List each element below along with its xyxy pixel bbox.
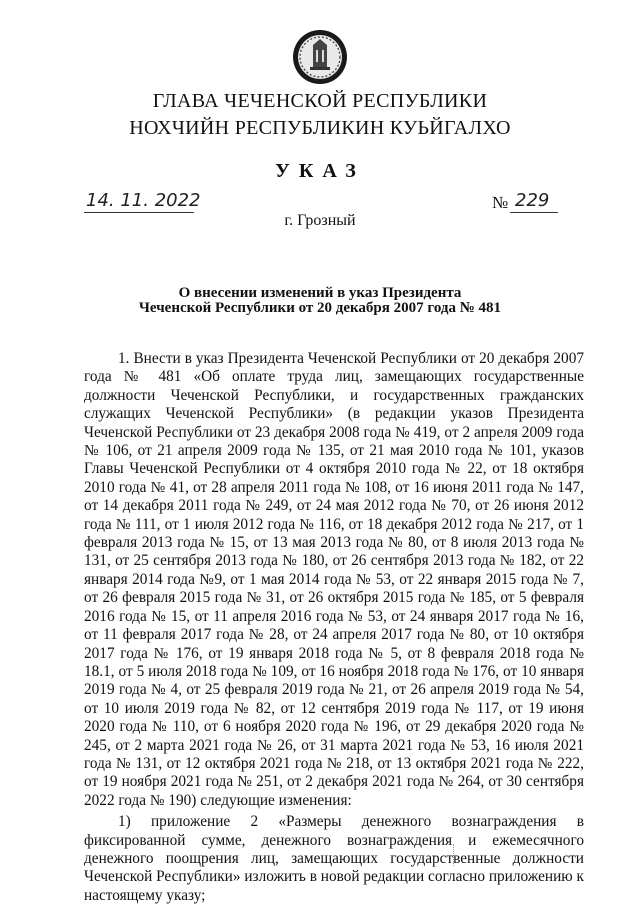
scan-mark xyxy=(453,844,455,866)
decree-number: 229 xyxy=(515,190,550,211)
city: г. Грозный xyxy=(284,212,356,229)
decree-subject xyxy=(0,286,640,316)
decree-date: 14. 11. 2022 xyxy=(86,190,201,211)
decree-body xyxy=(84,350,584,905)
coat-of-arms-icon xyxy=(291,28,349,86)
subject-line-1: О внесении изменений в указ Президента xyxy=(178,285,462,301)
number-label: № xyxy=(492,193,509,212)
subject-line-2: Чеченской Республики от 20 декабря 2007 года № 481 xyxy=(138,300,502,316)
issuer-title-chechen: НОХЧИЙН РЕСПУБЛИКИН КУЬЙГАЛХО xyxy=(129,117,511,139)
issuer-title: ГЛАВА ЧЕЧЕНСКОЙ РЕСПУБЛИКИ xyxy=(152,90,488,112)
paragraph-1: 1. Внести в указ Президента Чеченской Республики от 20 декабря 2007 года № 481 «Об оплате труда лиц, замещающих государственные должности Чеченской Республики, и государственных гражданских служащих Чеченской Республики» (в редакции указов Президента Чеченской Республики от 23 декабря 2008 года № 419, от 2 апреля 2009 года № 106, от 21 апреля 2009 года № 135, от 21 мая 2010 года № 101, указов Главы Чеченской Республики от 4 октября 2010 года № 22, от 18 октября 2010 года № 41, от 28 апреля 2011 года № 108, от 16 июня 2011 года № 147, от 14 декабря 2011 года № 249, от 24 мая 2012 года № 70, от 26 июня 2012 года № 111, от 1 июля 2012 года № 116, от 18 декабря 2012 года № 217, от 1 февраля 2013 года № 15, от 13 мая 2013 года № 80, от 8 июля 2013 года № 131, от 25 сентября 2013 года № 180, от 26 сентября 2013 года № 182, от 22 января 2014 года №9, от 1 мая 2014 года № 53, от 22 января 2015 года № 7, от 26 февраля 2015 года № 31, от 26 октября 2015 года № 185, от 5 февраля 2016 года № 15, от 11 апреля 2016 года № 53, от 24 января 2017 года № 16, от 11 февраля 2017 года № 28, от 24 апреля 2017 года № 80, от 10 октября 2017 года № 176, от 19 января 2018 года № 5, от 8 февраля 2018 года № 18.1, от 5 июля 2018 года № 109, от 16 ноября 2018 года № 176, от 10 января 2019 года № 4, от 25 февраля 2019 года № 21, от 26 апреля 2019 года № 54, от 10 июля 2019 года № 82, от 12 сентября 2019 года № 117, от 19 июня 2020 года № 110, от 6 ноября 2020 года № 196, от 29 декабря 2020 года № 245, от 2 марта 2021 года № 26, от 31 марта 2021 года № 53, 16 июля 2021 года № 131, от 12 октября 2021 года № 218, от 13 октября 2021 года № 222, от 19 ноября 2021 года № 251, от 2 декабря 2021 года № 264, от 30 сентября 2022 года № 190) следующие изменения: xyxy=(84,350,584,809)
document-type: УКАЗ xyxy=(275,160,365,182)
list-item-1: 1) приложение 2 «Размеры денежного вознаграждения в фиксированной сумме, денежного вознаграждения и ежемесячного денежного поощрения лиц, замещающих государственные должности Чеченской Республики» изложить в новой редакции согласно приложению к настоящему указу; xyxy=(84,813,584,904)
